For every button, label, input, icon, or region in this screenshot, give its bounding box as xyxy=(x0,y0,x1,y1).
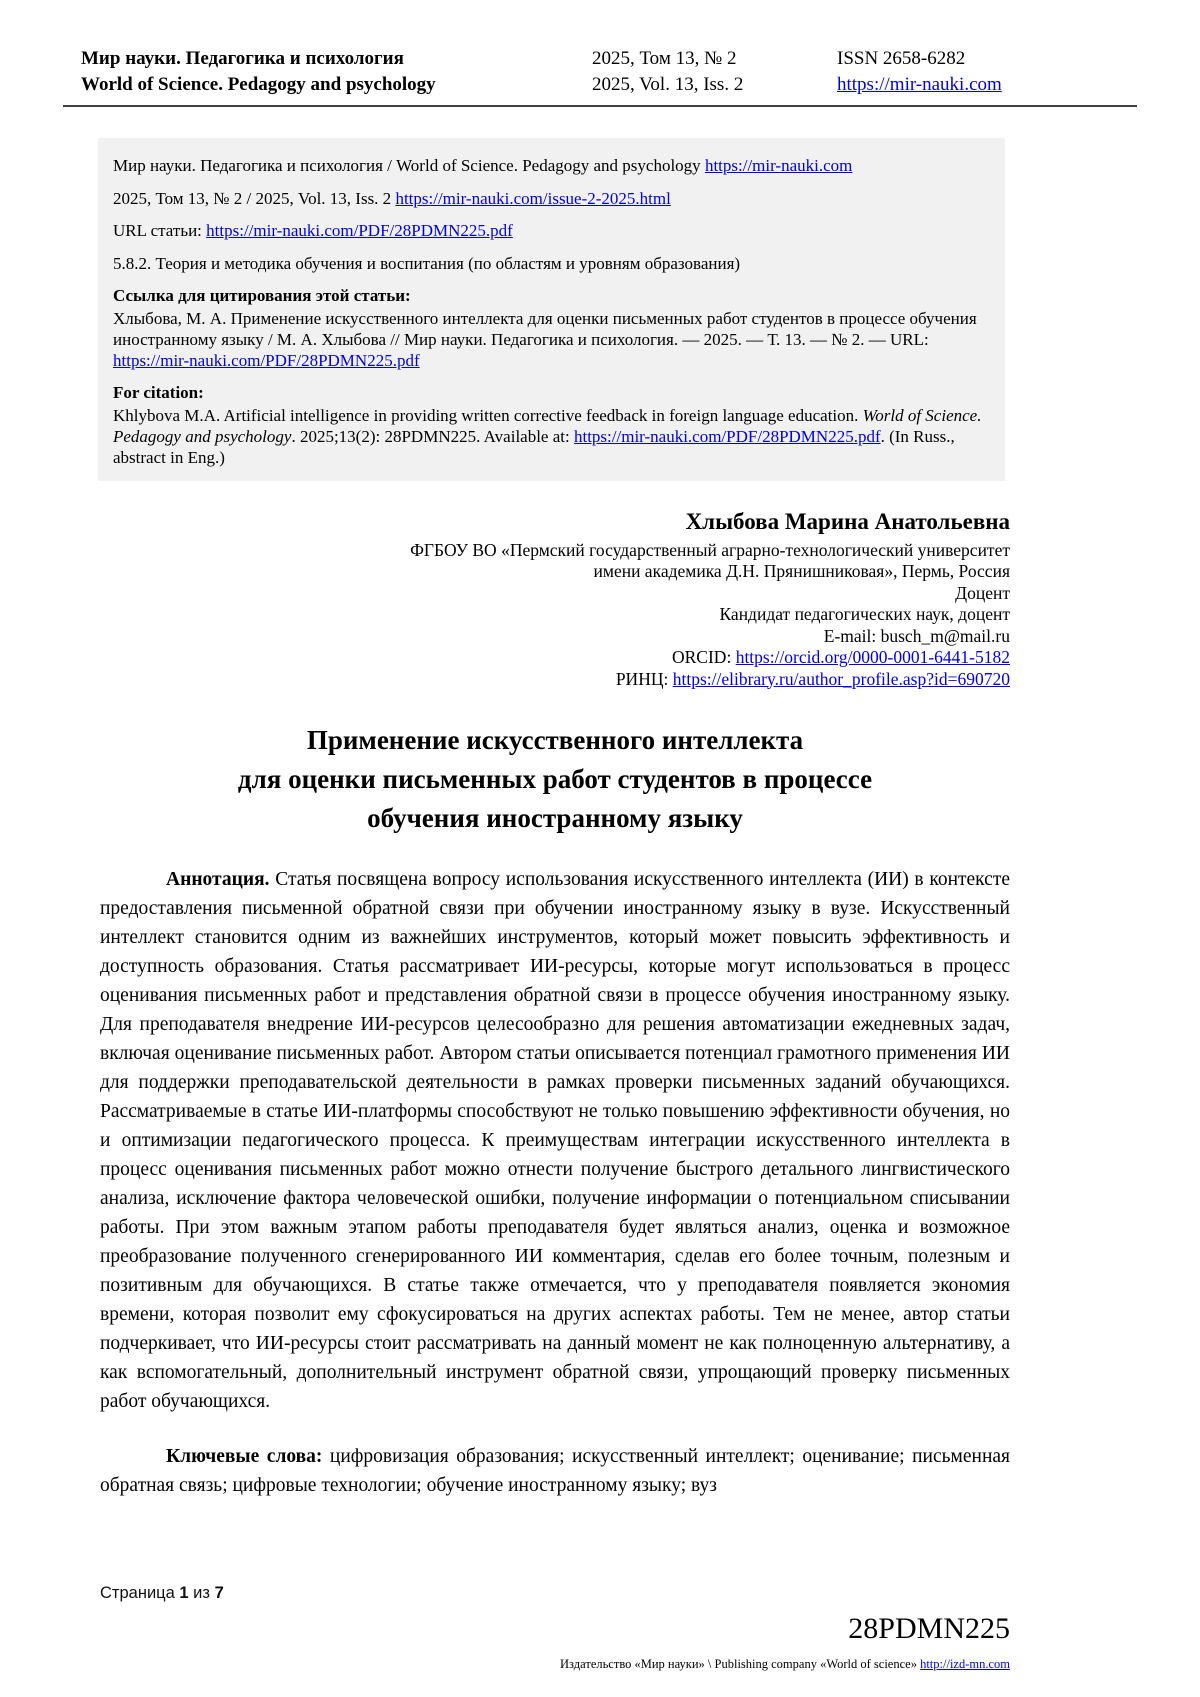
publisher-text: Издательство «Мир науки» \ Publishing company «World of science» xyxy=(560,1657,917,1671)
citation-en-text-1: Khlybova M.A. Artificial intelligence in providing written corrective feedback in foreign language education. xyxy=(113,405,859,425)
journal-title-block xyxy=(63,46,592,98)
abstract-paragraph xyxy=(100,865,1010,1416)
title-line-1: Применение искусственного интеллекта xyxy=(306,725,804,755)
citation-ru-text: Хлыбова, М. А. Применение искусственного интеллекта для оценки письменных работ студентов в процессе обучения иностранному языку / М. А. Хлыбова // Мир науки. Педагогика и психология. — 2025. — Т. 13. — № 2. — URL: xyxy=(113,308,977,349)
header-rule xyxy=(63,105,1137,107)
author-block xyxy=(0,507,1010,691)
article-url-line xyxy=(113,220,990,241)
issn-block xyxy=(837,46,1137,98)
author-rinc-line xyxy=(0,669,1010,691)
citation-en-text-3: . (In Russ., abstract in Eng.) xyxy=(113,426,955,467)
citation-en-paragraph xyxy=(113,405,990,468)
box-journal-line xyxy=(113,155,990,176)
citation-en-link[interactable]: https://mir-nauki.com/PDF/28PDMN225.pdf xyxy=(573,426,881,446)
author-degree: Кандидат педагогических наук, доцент xyxy=(719,604,1010,624)
classification-line: 5.8.2. Теория и методика обучения и воспитания (по областям и уровням образования) xyxy=(113,253,741,273)
issn-label: ISSN 2658-6282 xyxy=(837,48,966,69)
journal-title-en: World of Science. Pedagogy and psychology xyxy=(81,74,436,95)
issue-info-ru: 2025, Том 13, № 2 xyxy=(592,48,737,69)
box-issue-text: 2025, Том 13, № 2 / 2025, Vol. 13, Iss. 2 xyxy=(113,188,392,208)
page-current: 1 xyxy=(179,1584,189,1602)
article-url-link[interactable]: https://mir-nauki.com/PDF/28PDMN225.pdf xyxy=(206,221,513,240)
abstract-text: Статья посвящена вопросу использования искусственного интеллекта (ИИ) в контексте предоставления письменной обратной связи при обучении иностранному языку в вузе. Искусственный интеллект становится одним из важнейших инструментов, который может повысить эффективность и доступность образования. Статья рассматривает ИИ-ресурсы, которые могут использоваться в процесс оценивания письменных работ и представления обратной связи в процессе обучения иностранному языку. Для преподавателя внедрение ИИ-ресурсов целесообразно для решения автоматизации ежедневных задач, включая оценивание письменных работ. Автором статьи описывается потенциал грамотного применения ИИ для поддержки преподавательской деятельности в рамках проверки письменных заданий обучающихся. Рассматриваемые в статье ИИ-платформы способствуют не только повышению эффективности обучения, но и оптимизации педагогического процесса. К преимуществам интеграции искусственного интеллекта в процесс оценивания письменных работ можно отнести получение быстрого детального лингвистического анализа, исключение фактора человеческой ошибки, получение информации о потенциальном списывании работы. При этом важным этапом работы преподавателя будет являться анализ, оценка и возможное преобразование полученного сгенерированного ИИ комментария, сделав его более точным, полезным и позитивным для обучающихся. В статье также отмечается, что у преподавателя появляется экономия времени, которая позволит ему сфокусироваться на других аспектах работы. Тем не менее, автор статьи подчеркивает, что ИИ-ресурсы стоит рассматривать на данный момент не как полноценную альтернативу, а как вспомогательный, дополнительный инструмент обратной связи, упрощающий проверку письменных работ обучающихся. xyxy=(100,869,1010,1412)
keywords-paragraph xyxy=(100,1442,1010,1500)
page-label: Страница xyxy=(100,1584,175,1602)
page-of-label: из xyxy=(193,1584,210,1602)
author-affiliation-2: имени академика Д.Н. Прянишниковая», Пермь, Россия xyxy=(593,561,1010,581)
issue-info-en: 2025, Vol. 13, Iss. 2 xyxy=(592,74,744,95)
citation-info-box xyxy=(98,138,1005,481)
rinc-link[interactable]: https://elibrary.ru/author_profile.asp?id=690720 xyxy=(672,668,1010,689)
citation-en-label: For citation: xyxy=(113,383,204,402)
title-line-2: для оценки письменных работ студентов в процессе xyxy=(237,764,873,794)
author-email: E-mail: busch_m@mail.ru xyxy=(823,625,1010,646)
rinc-label: РИНЦ: xyxy=(615,668,669,689)
article-title xyxy=(100,721,1010,838)
citation-en-journal-italic: World of Science. Pedagogy and psychology xyxy=(113,405,982,446)
author-position: Доцент xyxy=(955,582,1010,603)
publisher-line xyxy=(560,1657,1010,1672)
box-journal-link[interactable]: https://mir-nauki.com xyxy=(704,156,853,175)
box-issue-line xyxy=(113,188,990,209)
author-name: Хлыбова Марина Анатольевна xyxy=(685,508,1010,534)
article-id: 28PDMN225 xyxy=(848,1612,1010,1645)
box-issue-link[interactable]: https://mir-nauki.com/issue-2-2025.html xyxy=(395,188,671,208)
keywords-label: Ключевые слова: xyxy=(166,1446,323,1467)
orcid-link[interactable]: https://orcid.org/0000-0001-6441-5182 xyxy=(735,647,1010,667)
box-journal-text: Мир науки. Педагогика и психология / World of Science. Pedagogy and psychology xyxy=(113,156,701,175)
citation-ru-label: Ссылка для цитирования этой статьи: xyxy=(113,286,411,305)
page-total: 7 xyxy=(214,1584,224,1602)
keywords-text: цифровизация образования; искусственный интеллект; оценивание; письменная обратная связь; цифровые технологии; обучение иностранному языку; вуз xyxy=(100,1446,1010,1496)
orcid-label: ORCID: xyxy=(672,647,732,667)
page-number xyxy=(100,1584,224,1603)
journal-header xyxy=(0,0,1200,107)
title-line-3: обучения иностранному языку xyxy=(367,803,743,833)
publisher-link[interactable]: http://izd-mn.com xyxy=(920,1657,1010,1671)
abstract-label: Аннотация. xyxy=(166,869,270,890)
citation-ru-paragraph xyxy=(113,308,990,371)
journal-site-link[interactable]: https://mir-nauki.com xyxy=(837,74,1002,95)
journal-title-ru: Мир науки. Педагогика и психология xyxy=(81,48,404,69)
issue-info-block xyxy=(592,46,837,98)
author-affiliation-1: ФГБОУ ВО «Пермский государственный аграрно-технологический университет xyxy=(410,539,1010,560)
article-url-label: URL статьи: xyxy=(113,221,202,240)
citation-en-text-2: . 2025;13(2): 28PDMN225. Available at: xyxy=(291,426,570,446)
author-orcid-line xyxy=(0,647,1010,669)
citation-ru-link[interactable]: https://mir-nauki.com/PDF/28PDMN225.pdf xyxy=(113,350,420,370)
